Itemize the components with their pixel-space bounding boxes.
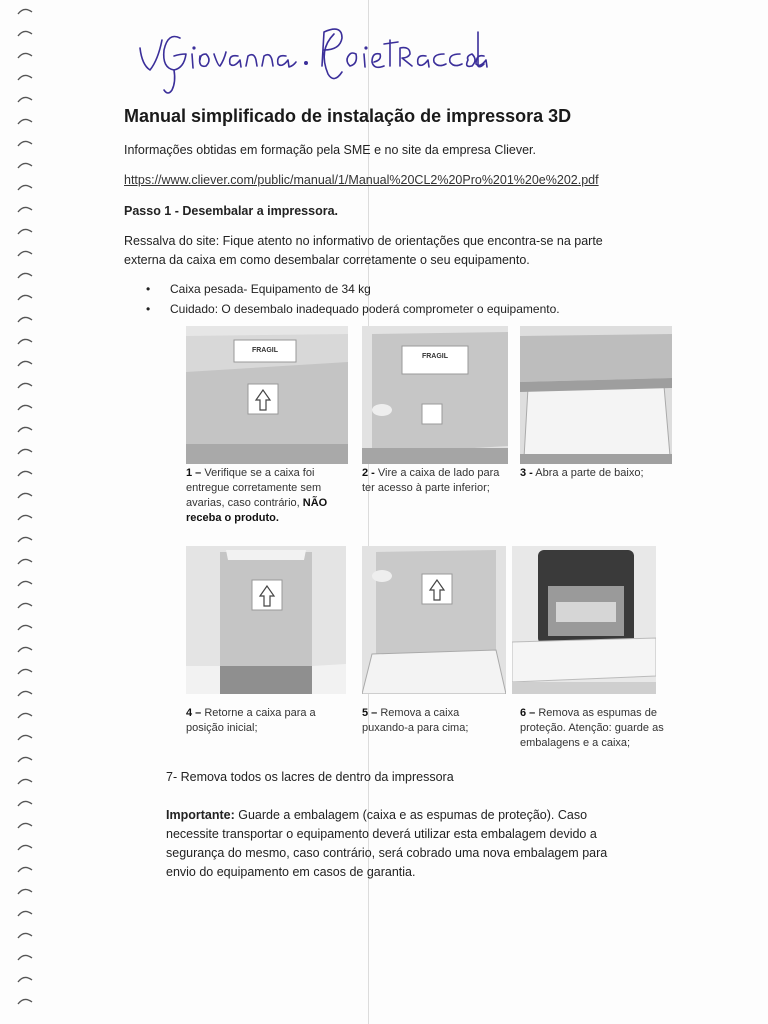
binding-hole: [18, 625, 32, 630]
binding-hole: [18, 97, 32, 102]
photo-step-5: [362, 546, 506, 694]
spiral-binding: [14, 0, 38, 1024]
binding-hole: [18, 493, 32, 498]
step-3-text: Abra a parte de baixo;: [532, 467, 644, 479]
warning-weight: • Caixa pesada- Equipamento de 34 kg: [146, 279, 560, 299]
photo-step-6: [512, 546, 656, 694]
binding-hole: [18, 31, 32, 36]
step-6-number: 6 –: [520, 707, 536, 719]
source-info: Informações obtidas em formação pela SME e no site da empresa Cliever.: [124, 143, 537, 157]
photo-step-2: [362, 326, 508, 464]
binding-hole: [18, 779, 32, 784]
caption-step-3: [520, 466, 672, 481]
step-6-text: Remova as espumas de proteção. Atenção: guarde as embalagens e a caixa;: [520, 707, 664, 749]
handwritten-signature: [128, 10, 488, 100]
warning-list: [146, 279, 560, 319]
binding-hole: [18, 229, 32, 234]
binding-hole: [18, 141, 32, 146]
step-2-number: 2 -: [362, 467, 375, 479]
caption-step-4: [186, 706, 346, 736]
binding-hole: [18, 75, 32, 80]
binding-hole: [18, 471, 32, 476]
binding-hole: [18, 889, 32, 894]
binding-hole: [18, 273, 32, 278]
step-4-text: Retorne a caixa para a posição inicial;: [186, 707, 316, 734]
binding-hole: [18, 361, 32, 366]
caption-step-2: [362, 466, 508, 496]
binding-hole: [18, 691, 32, 696]
binding-hole: [18, 207, 32, 212]
caption-step-1: [186, 466, 346, 526]
step-5-text: Remova a caixa puxando-a para cima;: [362, 707, 469, 734]
binding-hole: [18, 757, 32, 762]
binding-hole: [18, 427, 32, 432]
binding-hole: [18, 603, 32, 608]
binding-hole: [18, 823, 32, 828]
photo-step-3: [520, 326, 672, 464]
binding-hole: [18, 9, 32, 14]
binding-hole: [18, 867, 32, 872]
step-1-text: Verifique se a caixa foi entregue corretamente sem avarias, caso contrário,: [186, 467, 322, 509]
binding-hole: [18, 163, 32, 168]
binding-hole: [18, 185, 32, 190]
binding-hole: [18, 449, 32, 454]
binding-hole: [18, 955, 32, 960]
warning-care: • Cuidado: O desembalo inadequado poderá comprometer o equipamento.: [146, 299, 560, 319]
binding-hole: [18, 251, 32, 256]
step-1-number: 1 –: [186, 467, 202, 479]
step-3-number: 3 -: [520, 467, 533, 479]
binding-hole: [18, 713, 32, 718]
box-fragile-label: FRAGIL: [251, 347, 279, 354]
site-note: Ressalva do site: Fique atento no informativo de orientações que encontra-se na parte externa da caixa em como desembalar corretamente o seu equipamento.: [124, 234, 603, 267]
binding-hole: [18, 317, 32, 322]
binding-hole: [18, 383, 32, 388]
binding-hole: [18, 933, 32, 938]
caption-step-6: [520, 706, 670, 751]
binding-hole: [18, 669, 32, 674]
binding-hole: [18, 559, 32, 564]
step-4-number: 4 –: [186, 707, 202, 719]
step-5-number: 5 –: [362, 707, 378, 719]
page-title: Manual simplificado de instalação de impressora 3D: [124, 106, 572, 126]
caption-step-5: [362, 706, 508, 736]
binding-hole: [18, 999, 32, 1004]
binding-hole: [18, 911, 32, 916]
binding-hole: [18, 801, 32, 806]
binding-hole: [18, 845, 32, 850]
manual-url-link[interactable]: https://www.cliever.com/public/manual/1/Manual%20CL2%20Pro%201%20e%202.pdf: [124, 173, 599, 187]
binding-hole: [18, 537, 32, 542]
step-1-warning: NÃO receba o produto.: [186, 497, 328, 524]
step-2-text: Vire a caixa de lado para ter acesso à parte inferior;: [362, 467, 500, 494]
photo-step-4: [186, 546, 346, 694]
binding-hole: [18, 119, 32, 124]
binding-hole: [18, 977, 32, 982]
box-fragile-label-2: FRAGIL: [421, 353, 449, 360]
binding-hole: [18, 339, 32, 344]
binding-hole: [18, 647, 32, 652]
binding-hole: [18, 405, 32, 410]
important-note: [166, 806, 636, 882]
binding-hole: [18, 53, 32, 58]
important-text: Guarde a embalagem (caixa e as espumas de proteção). Caso necessite transportar o equipamento deverá utilizar esta embalagem devido a segurança do mesmo, caso contrário, será cobrado uma nova embalagem para envio do equipamento em casos de garantia.: [166, 808, 608, 879]
important-label: Importante:: [166, 808, 235, 822]
binding-hole: [18, 581, 32, 586]
step-1-title: Passo 1 - Desembalar a impressora.: [124, 204, 339, 218]
photo-step-1: [186, 326, 348, 464]
step-7: 7- Remova todos os lacres de dentro da impressora: [166, 770, 454, 784]
binding-hole: [18, 295, 32, 300]
binding-hole: [18, 515, 32, 520]
binding-hole: [18, 735, 32, 740]
